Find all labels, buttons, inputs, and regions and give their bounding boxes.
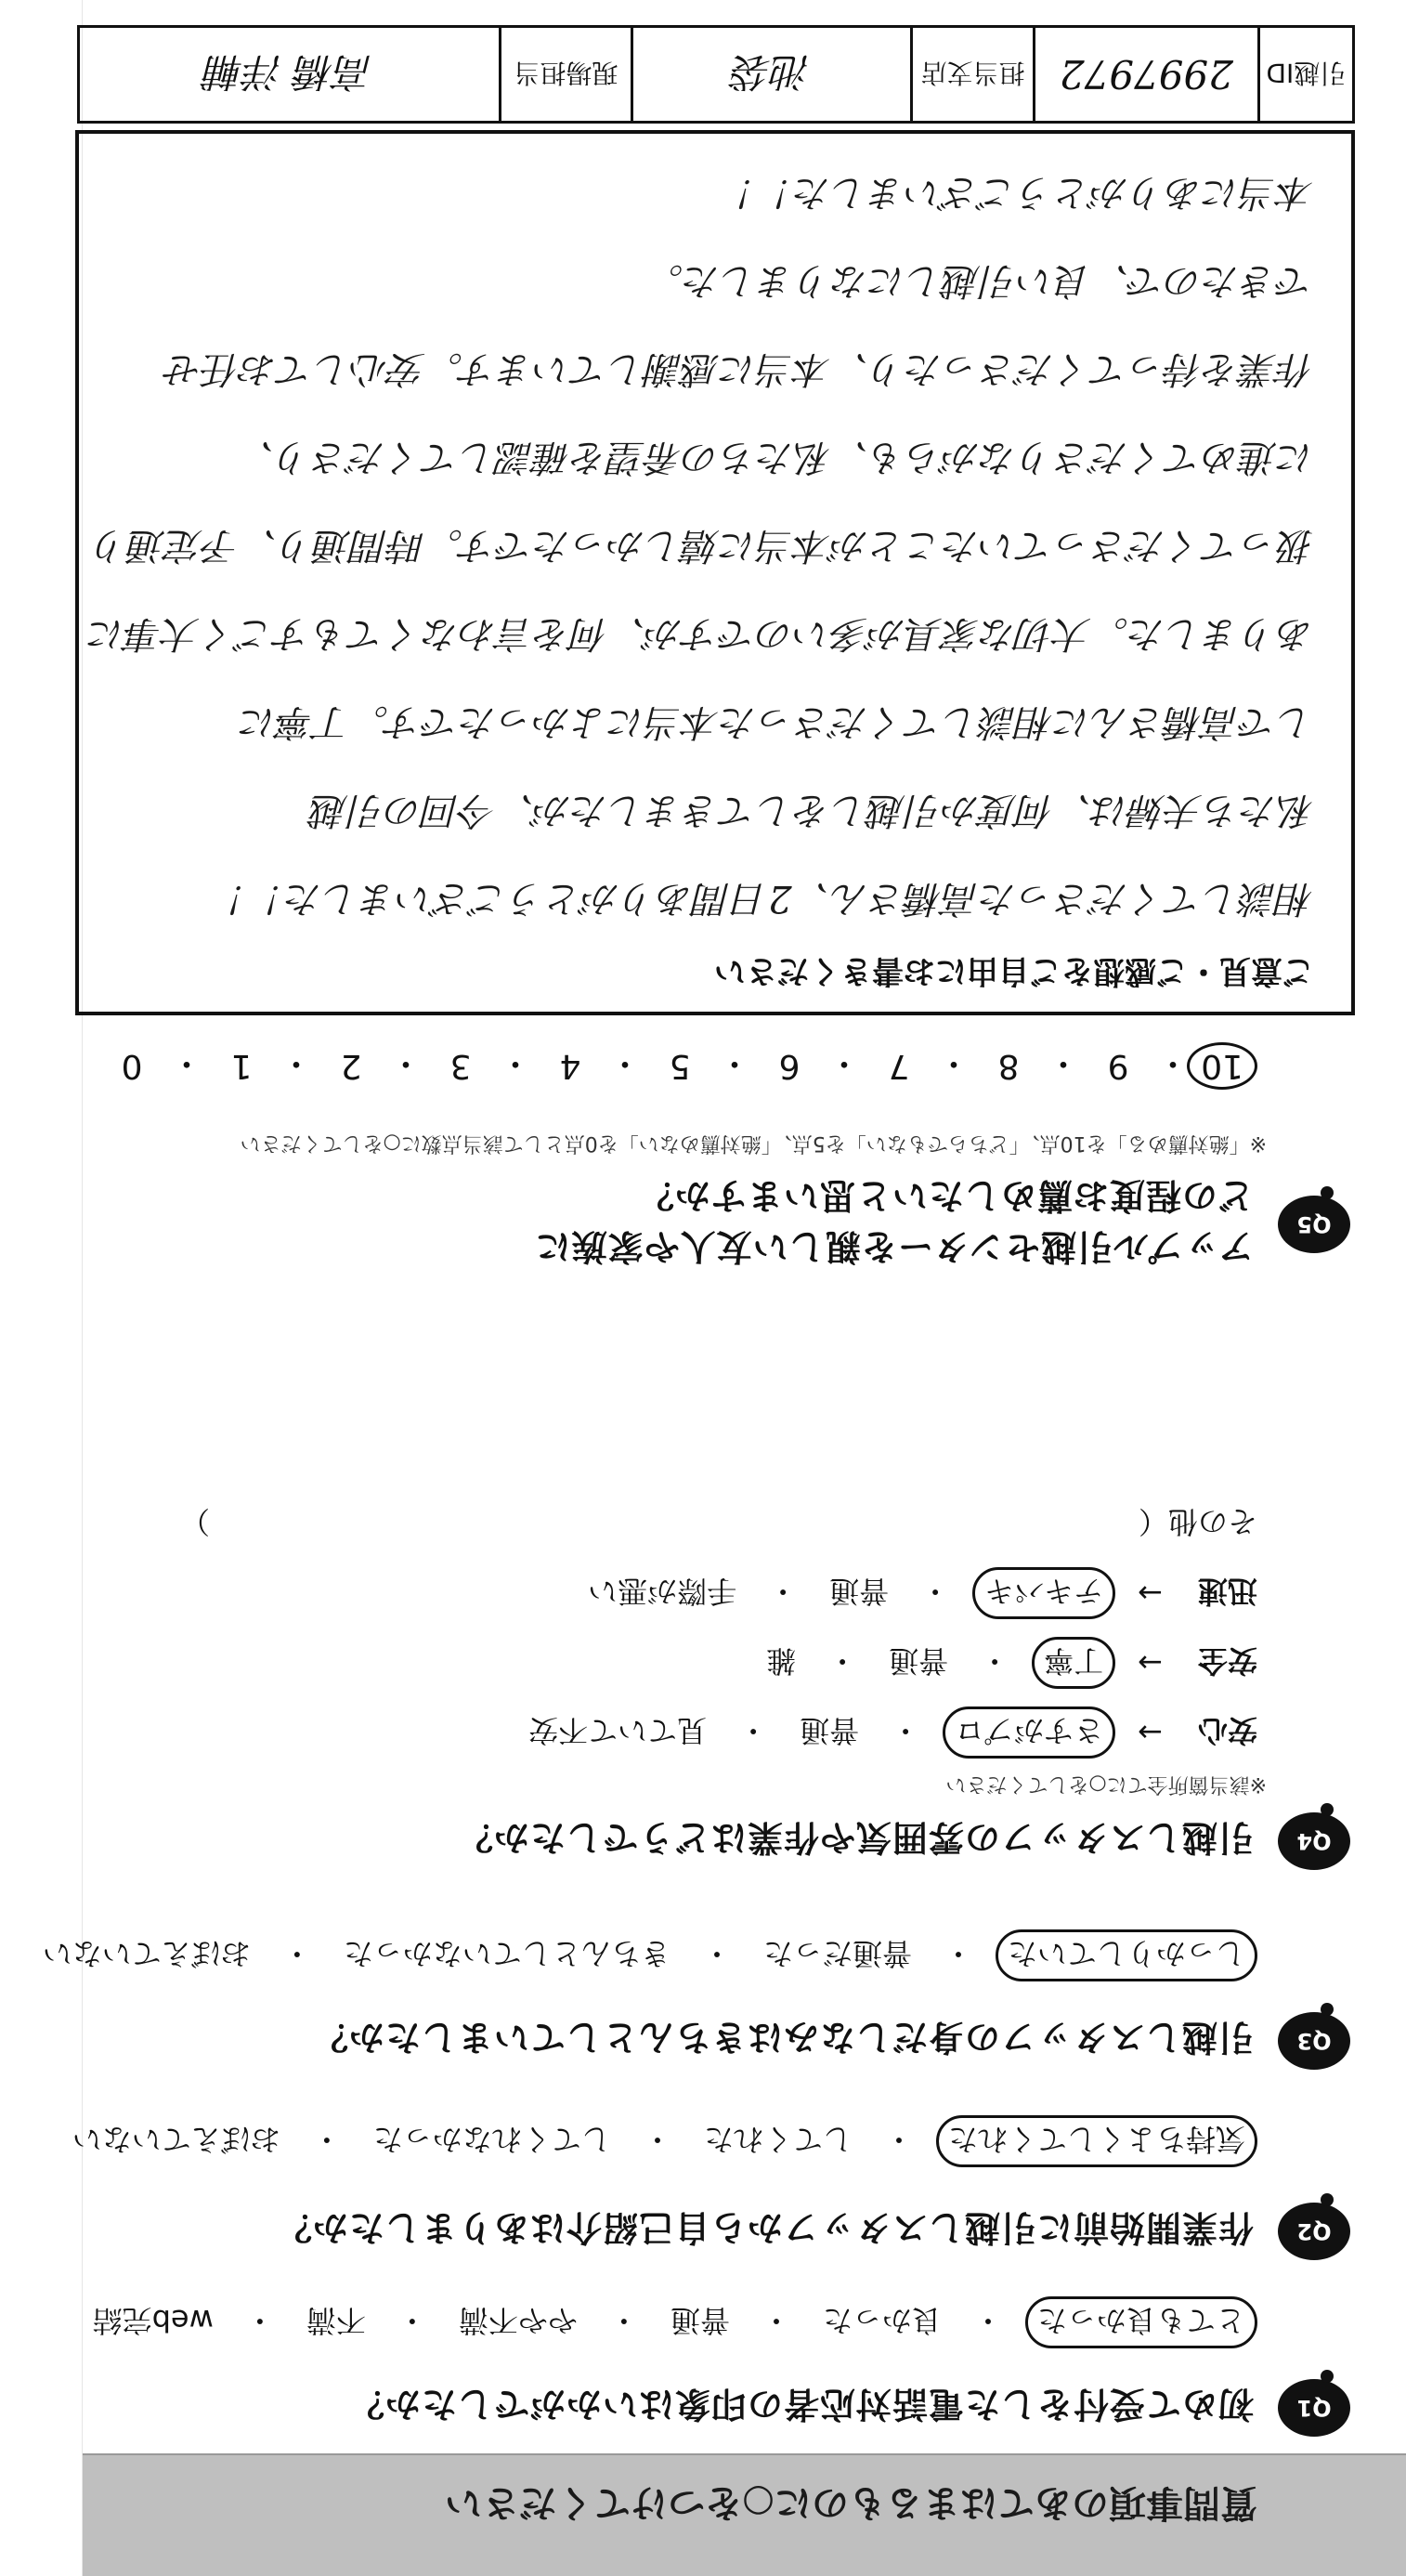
q5-badge: Q5 — [1278, 1196, 1350, 1253]
q1-option[interactable]: 普通 — [670, 2303, 730, 2338]
q4-option[interactable]: 普通 — [800, 1713, 860, 1748]
q2-options: 気持ちよくしてくれた ・ してくれた ・ してくれなかった ・ おぼえていない — [63, 2115, 1257, 2167]
q4-option[interactable]: 雑 — [766, 1643, 797, 1679]
instructions-header — [83, 2453, 1406, 2576]
id-label: 引越ID — [1257, 28, 1352, 121]
comment-line: 作業を待ってくださったり、本当に感謝しています。安心してお任せ — [165, 347, 1314, 390]
q2-text: 作業開始前に引越しスタッフから自己紹介はありましたか？ — [275, 2207, 1254, 2249]
score-option[interactable]: 6 — [778, 1047, 801, 1085]
q3-text: 引越しスタッフの身だしなみはきちんとしていましたか？ — [311, 2017, 1254, 2059]
q4-badge: Q4 — [1278, 1812, 1350, 1870]
q4-option[interactable]: テキパキ — [972, 1567, 1115, 1619]
score-option[interactable]: 3 — [449, 1047, 472, 1085]
q2-option[interactable]: おぼえていない — [72, 2122, 280, 2157]
q1-option[interactable]: 不満 — [306, 2303, 366, 2338]
q3-options: しっかりしていた ・ 普通だった ・ きちんとしていなかった ・ おぼえていない — [33, 1929, 1257, 1981]
comment-line: ありました。大切な家具が多いのですが、何を言わなくてもすごく大事に — [88, 612, 1314, 655]
q4-row-jinsoku: 迅速 → テキパキ ・ 普通 ・ 手際が悪い — [579, 1567, 1257, 1619]
question-2 — [276, 2203, 1350, 2260]
comment-line: できたので、良い引越しになりました。 — [645, 259, 1314, 302]
q4-option[interactable]: さすがプロ — [943, 1706, 1115, 1759]
q4-row-label: 迅速 — [1197, 1574, 1257, 1609]
score-option[interactable]: 7 — [888, 1047, 910, 1085]
q3-badge: Q3 — [1278, 2012, 1350, 2070]
q5-text-line2: どの程度お薦めしたいと思いますか？ — [637, 1175, 1254, 1216]
q4-option[interactable]: 普通 — [889, 1643, 949, 1679]
staff-label: 現場担当 — [499, 28, 631, 121]
q4-row-label: 安心 — [1197, 1713, 1257, 1748]
q3-option[interactable]: おぼえていない — [42, 1936, 251, 1971]
q5-note: ※「絶対薦める」を10点、「どちらでもない」を5点、「絶対薦めない」を0点として該当点数に○をしてください — [240, 1131, 1267, 1155]
q4-text: 引越しスタッフの雰囲気や作業はどうでしたか？ — [456, 1817, 1254, 1859]
q3-option[interactable]: しっかりしていた — [996, 1929, 1257, 1981]
q3-option[interactable]: 普通だった — [762, 1936, 912, 1971]
branch-label: 担当支店 — [910, 28, 1033, 121]
question-5 — [535, 1173, 1350, 1275]
comment-line: に進めてくださりながらも、私たちの希望を確認してくださり、 — [237, 436, 1314, 478]
q4-row-anzen: 安全 → 丁寧 ・ 普通 ・ 雑 — [757, 1637, 1257, 1689]
comment-line: 扱ってくださっていたことが本当に嬉しかったです。時間通り、予定通り — [91, 524, 1314, 567]
comment-line: 私たち夫婦は、何度か引越しをしてきましたが、今回の引越 — [311, 789, 1314, 831]
score-option[interactable]: 2 — [340, 1047, 362, 1085]
comment-line: 相談してくださった高橋さん、2日間ありがとうございました！！ — [211, 877, 1314, 920]
score-option[interactable]: 1 — [230, 1047, 253, 1085]
q2-option[interactable]: してくれなかった — [372, 2122, 611, 2157]
q4-other-close: ） — [180, 1504, 211, 1539]
q1-text: 初めて受付をした電話対応者の印象はいかがでしたか？ — [347, 2384, 1254, 2426]
q2-badge: Q2 — [1278, 2203, 1350, 2260]
score-option[interactable]: 4 — [559, 1047, 581, 1085]
q1-options: とても良かった ・ 良かった ・ 普通 ・ やや不満 ・ 不満 ・ web完結 — [84, 2296, 1257, 2348]
q4-other-label: その他（ — [1138, 1504, 1257, 1539]
staff-info-table — [77, 25, 1355, 124]
q4-option[interactable]: 見ていて不安 — [528, 1713, 708, 1748]
q4-row-label: 安全 — [1197, 1643, 1257, 1679]
question-4 — [457, 1812, 1350, 1870]
header-text: 質問事項のあてはまるものに○をつけてください — [445, 2481, 1257, 2524]
q4-option[interactable]: 手際が悪い — [588, 1574, 737, 1609]
q4-note: ※該当箇所全てに○をしてください — [945, 1772, 1267, 1796]
comment-box[interactable] — [75, 130, 1355, 1015]
score-option[interactable]: 8 — [997, 1047, 1020, 1085]
score-option[interactable]: 5 — [669, 1047, 691, 1085]
score-option[interactable]: 10 — [1187, 1042, 1257, 1090]
q4-option[interactable]: 丁寧 — [1032, 1637, 1115, 1689]
q3-option[interactable]: きちんとしていなかった — [343, 1936, 670, 1971]
question-1 — [348, 2379, 1350, 2437]
q4-row-anshin: 安心 → さすがプロ ・ 普通 ・ 見ていて不安 — [519, 1706, 1257, 1759]
staff-value: 高橋 洋輔 — [204, 49, 374, 95]
q1-option[interactable]: 良かった — [822, 2303, 942, 2338]
q1-option[interactable]: web完結 — [92, 2303, 214, 2338]
q5-scale: 10 ・ 9 ・ 8 ・ 7 ・ 6 ・ 5 ・ 4 ・ 3 ・ 2 ・ 1 ・ 0 — [102, 1042, 1257, 1090]
branch-value: 池袋 — [631, 28, 910, 121]
q1-option[interactable]: やや不満 — [458, 2303, 578, 2338]
q1-badge: Q1 — [1278, 2379, 1350, 2437]
question-3 — [312, 2012, 1350, 2070]
score-option[interactable]: 9 — [1107, 1047, 1129, 1085]
id-value: 2997972 — [1033, 28, 1256, 121]
comment-line: 本当にありがとうございました！！ — [720, 171, 1314, 214]
q2-option[interactable]: してくれた — [703, 2122, 853, 2157]
comment-line: しで高橋さんに相談してくださった本当によかったです。丁寧に — [240, 700, 1314, 743]
comment-title: ご意見・ご感想をご自由にお書きください — [714, 952, 1314, 989]
q1-option[interactable]: とても良かった — [1025, 2296, 1257, 2348]
q4-other-row — [180, 1502, 1257, 1545]
q4-option[interactable]: 普通 — [829, 1574, 890, 1609]
q2-option[interactable]: 気持ちよくしてくれた — [936, 2115, 1257, 2167]
q5-text-line1: アップル引越センターを親しい友人や家族に — [534, 1226, 1254, 1267]
score-option[interactable]: 0 — [121, 1047, 143, 1085]
